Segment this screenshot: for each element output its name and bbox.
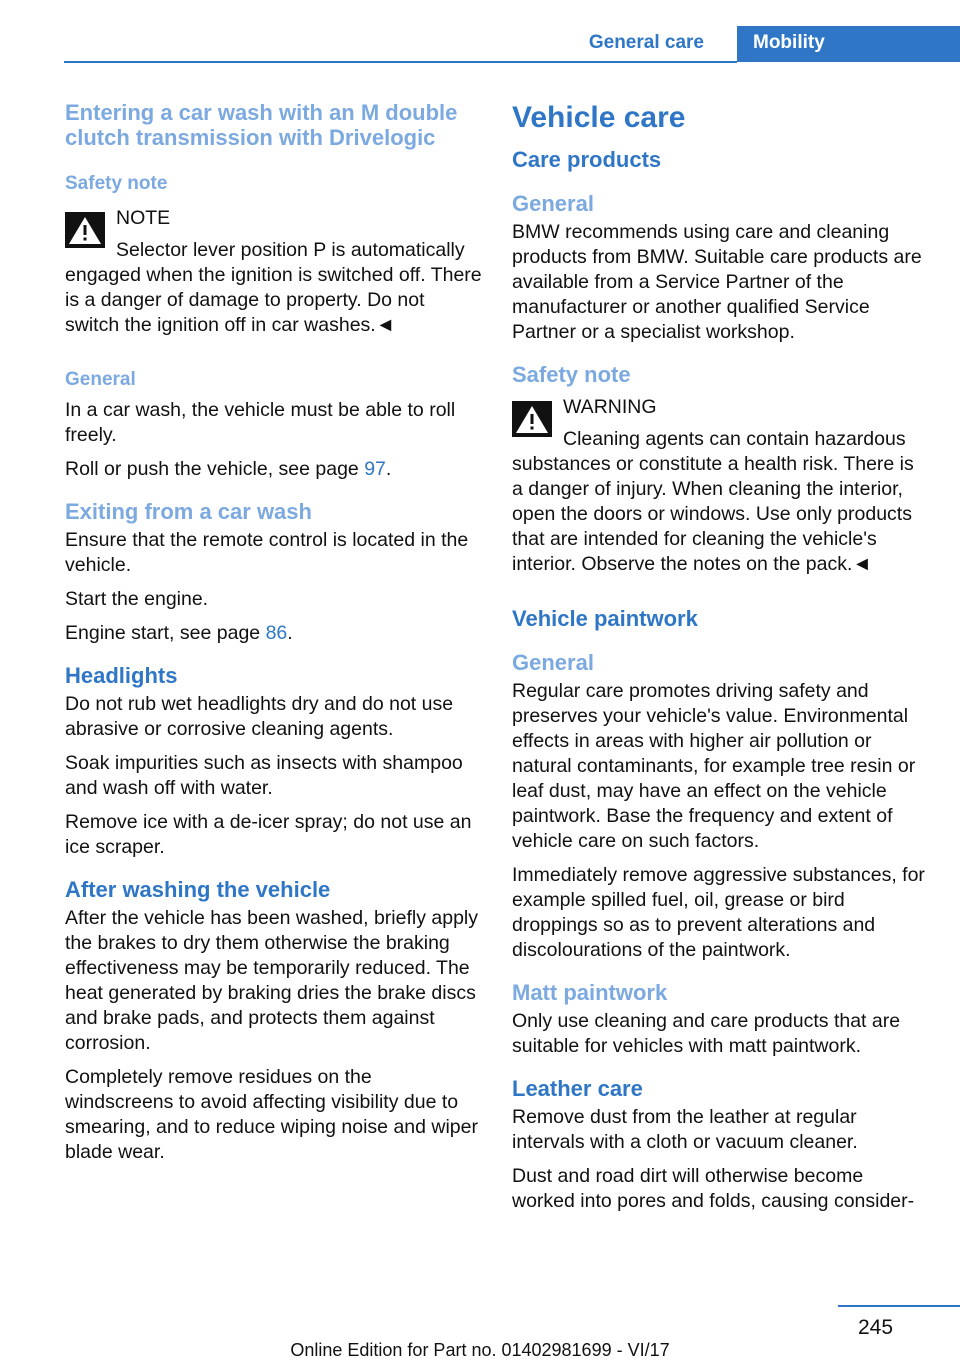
page-number: 245 [858, 1316, 894, 1339]
heading-care-products: Care products [512, 147, 662, 172]
page-link-97[interactable]: 97 [364, 458, 386, 480]
care-general-paragraph: BMW recommends using care and cleaning products from BMW. Suitable care products are available from a Service Partner of the manufacturer or another qualified Service Partner or a specialist workshop. [512, 221, 922, 343]
note-block [65, 206, 483, 338]
edition-footer: Online Edition for Part no. 01402981699 - VI/17 [290, 1340, 670, 1360]
heading-general-care: General [512, 191, 594, 216]
matt-paragraph: Only use cleaning and care products that are suitable for vehicles with matt paintwork. [512, 1010, 901, 1057]
warning-triangle-icon [512, 401, 552, 437]
heading-car-wash-dct: Entering a car wash with an M double clutch transmission with Drivelogic [65, 100, 458, 150]
exiting-paragraph-3-end: . [287, 622, 293, 644]
page-header [0, 26, 960, 62]
heading-matt-paintwork: Matt paintwork [512, 980, 668, 1005]
paintwork-paragraph-1: Regular care promotes driving safety and preserves your vehicle's value. Environmental effects in areas with higher air pollution or natural contaminants, for example tree resin or leaf dust, may have an effect on the vehicle paintwork. Base the frequency and extent of vehicle care on such factors. [512, 680, 916, 852]
general-paragraph-2-text: Roll or push the vehicle, see page [65, 458, 365, 480]
heading-general: General [65, 369, 136, 390]
warning-body: Cleaning agents can contain hazardous substances or constitute a health risk. There is a danger of injury. When cleaning the interior, open the doors or windows. Use only products that are intended for cleaning the vehicle's interior. Observe the notes on the pack.◄ [512, 428, 914, 575]
heading-exiting-car-wash: Exiting from a car wash [65, 499, 312, 524]
after-paragraph-2: Completely remove residues on the windscreens to avoid affecting visibility due to smearing, and to reduce wiping noise and wiper blade wear. [65, 1066, 478, 1163]
heading-vehicle-care: Vehicle care [512, 101, 686, 134]
warning-triangle-icon [65, 212, 105, 248]
general-paragraph-2-end: . [385, 458, 392, 480]
heading-after-washing: After washing the vehicle [65, 877, 331, 902]
general-paragraph-2 [65, 457, 483, 482]
heading-vehicle-paintwork: Vehicle paintwork [512, 606, 698, 631]
exiting-paragraph-3-text: Engine start, see page [65, 622, 266, 644]
heading-safety-note-right: Safety note [512, 362, 631, 387]
exiting-paragraph-2: Start the engine. [65, 588, 209, 610]
headlights-paragraph-1: Do not rub wet headlights dry and do not use abrasive or corrosive cleaning agents. [65, 693, 454, 740]
paintwork-paragraph-2: Immediately remove aggressive substances, for example spilled fuel, oil, grease or bird droppings so as to prevent alterations and discolourations of the paintwork. [512, 864, 925, 961]
heading-general-paintwork: General [512, 650, 594, 675]
leather-paragraph-1: Remove dust from the leather at regular intervals with a cloth or vacuum cleaner. [512, 1106, 858, 1153]
header-chapter-tab: Mobility [737, 26, 960, 62]
warning-label: WARNING [563, 396, 657, 418]
warning-block [512, 395, 930, 577]
exiting-paragraph-3 [65, 621, 483, 646]
after-paragraph-1: After the vehicle has been washed, briefly apply the brakes to dry them otherwise the braking effectiveness may be temporarily reduced. The heat generated by braking dries the brake discs and brake pads, and protects them against corrosion. [65, 907, 478, 1054]
note-label: NOTE [116, 207, 171, 229]
headlights-paragraph-3: Remove ice with a de-icer spray; do not use an ice scraper. [65, 811, 472, 858]
general-paragraph-1: In a car wash, the vehicle must be able to roll freely. [65, 399, 456, 446]
leather-paragraph-2: Dust and road dirt will otherwise become worked into pores and folds, causing consider- [512, 1165, 915, 1212]
note-body: Selector lever position P is automatically engaged when the ignition is switched off. There is a danger of damage to property. Do not switch the ignition off in car washes.◄ [65, 239, 482, 336]
exiting-paragraph-1: Ensure that the remote control is located in the vehicle. [65, 529, 469, 576]
header-section-label: General care [588, 32, 704, 53]
heading-leather-care: Leather care [512, 1076, 643, 1101]
header-rule [64, 61, 737, 63]
headlights-paragraph-2: Soak impurities such as insects with shampoo and wash off with water. [65, 752, 463, 799]
heading-safety-note: Safety note [65, 173, 168, 194]
page-link-86[interactable]: 86 [265, 622, 288, 644]
left-column [65, 100, 483, 1174]
footer-rule [838, 1305, 960, 1307]
heading-headlights: Headlights [65, 663, 178, 688]
right-column [512, 100, 930, 1223]
